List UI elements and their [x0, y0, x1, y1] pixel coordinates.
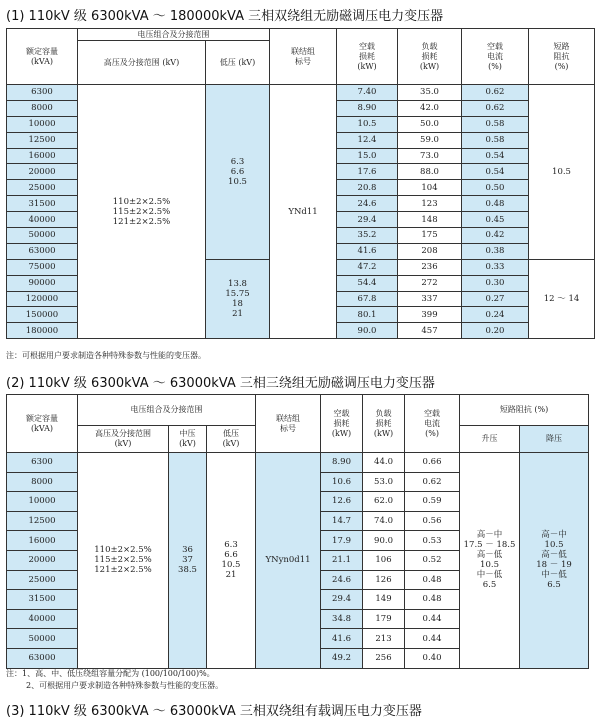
- table-110kv-triple-winding-offload: [6, 394, 589, 669]
- noload-loss-cell: 90.0: [337, 323, 398, 339]
- capacity-cell: 63000: [7, 243, 78, 259]
- header2-step-down: 降压: [520, 426, 589, 453]
- section1-note: 注：可根据用户要求制造各种特殊参数与性能的变压器。: [6, 351, 206, 360]
- hv-range-cell: 110±2×2.5% 115±2×2.5% 121±2×2.5%: [78, 85, 206, 339]
- noload-current-cell: 0.27: [462, 291, 529, 307]
- noload-loss-cell: 47.2: [337, 259, 398, 275]
- load-loss-cell: 74.0: [363, 511, 405, 531]
- load-loss-cell: 126: [363, 570, 405, 590]
- noload-current-cell: 0.20: [462, 323, 529, 339]
- noload-current-cell: 0.48: [462, 196, 529, 212]
- capacity-cell: 40000: [7, 609, 78, 629]
- load-loss-cell: 88.0: [398, 164, 462, 180]
- noload-current-cell: 0.56: [405, 511, 460, 531]
- noload-loss-cell: 14.7: [321, 511, 363, 531]
- capacity-cell: 25000: [7, 180, 78, 196]
- noload-loss-cell: 10.5: [337, 116, 398, 132]
- noload-loss-cell: 8.90: [321, 453, 363, 473]
- load-loss-cell: 337: [398, 291, 462, 307]
- noload-loss-cell: 41.6: [321, 629, 363, 649]
- header2-load-loss: 负载 损耗 (kW): [363, 395, 405, 453]
- capacity-cell: 180000: [7, 323, 78, 339]
- header-vector-group: 联结组 标号: [270, 29, 337, 85]
- load-loss-cell: 148: [398, 212, 462, 228]
- header-noload-loss: 空载 损耗 (kW): [337, 29, 398, 85]
- header2-lv: 低压 (kV): [207, 426, 256, 453]
- noload-loss-cell: 20.8: [337, 180, 398, 196]
- noload-current-cell: 0.44: [405, 629, 460, 649]
- load-loss-cell: 123: [398, 196, 462, 212]
- noload-loss-cell: 29.4: [321, 590, 363, 610]
- hv-range-cell: 110±2×2.5% 115±2×2.5% 121±2×2.5%: [78, 453, 169, 669]
- capacity-cell: 31500: [7, 590, 78, 610]
- load-loss-cell: 256: [363, 648, 405, 668]
- load-loss-cell: 42.0: [398, 100, 462, 116]
- header2-noload-current: 空载 电流 (%): [405, 395, 460, 453]
- noload-current-cell: 0.48: [405, 590, 460, 610]
- header2-step-up: 升压: [460, 426, 520, 453]
- noload-current-cell: 0.59: [405, 492, 460, 512]
- lv-group2-cell: 13.8 15.75 18 21: [206, 259, 270, 338]
- mv-range-cell: 36 37 38.5: [169, 453, 207, 669]
- noload-current-cell: 0.58: [462, 116, 529, 132]
- noload-current-cell: 0.38: [462, 243, 529, 259]
- load-loss-cell: 104: [398, 180, 462, 196]
- section3-title: (3) 110kV 级 6300kVA ～ 63000kVA 三相双绕组有载调压电力变压器: [6, 704, 422, 719]
- noload-loss-cell: 12.4: [337, 132, 398, 148]
- impedance-group2-cell: 12 ～ 14: [529, 259, 595, 338]
- capacity-cell: 150000: [7, 307, 78, 323]
- capacity-cell: 10000: [7, 492, 78, 512]
- noload-current-cell: 0.44: [405, 609, 460, 629]
- header-voltage-group: 电压组合及分接范围: [78, 29, 270, 41]
- noload-current-cell: 0.48: [405, 570, 460, 590]
- capacity-cell: 90000: [7, 275, 78, 291]
- load-loss-cell: 175: [398, 228, 462, 244]
- noload-loss-cell: 10.6: [321, 472, 363, 492]
- header2-mv: 中压 (kV): [169, 426, 207, 453]
- noload-current-cell: 0.53: [405, 531, 460, 551]
- load-loss-cell: 236: [398, 259, 462, 275]
- capacity-cell: 75000: [7, 259, 78, 275]
- noload-current-cell: 0.62: [462, 100, 529, 116]
- header-hv: 高压及分接范围 (kV): [78, 41, 206, 85]
- capacity-cell: 120000: [7, 291, 78, 307]
- load-loss-cell: 50.0: [398, 116, 462, 132]
- capacity-cell: 40000: [7, 212, 78, 228]
- section1-title: (1) 110kV 级 6300kVA ～ 180000kVA 三相双绕组无励磁调压电力变压器: [6, 9, 444, 24]
- capacity-cell: 63000: [7, 648, 78, 668]
- lv-range-cell: 6.3 6.6 10.5 21: [207, 453, 256, 669]
- load-loss-cell: 53.0: [363, 472, 405, 492]
- noload-current-cell: 0.33: [462, 259, 529, 275]
- load-loss-cell: 272: [398, 275, 462, 291]
- noload-loss-cell: 17.6: [337, 164, 398, 180]
- capacity-cell: 25000: [7, 570, 78, 590]
- capacity-cell: 6300: [7, 85, 78, 101]
- capacity-cell: 20000: [7, 550, 78, 570]
- noload-current-cell: 0.45: [462, 212, 529, 228]
- noload-current-cell: 0.54: [462, 148, 529, 164]
- capacity-cell: 50000: [7, 629, 78, 649]
- noload-loss-cell: 49.2: [321, 648, 363, 668]
- noload-loss-cell: 24.6: [337, 196, 398, 212]
- header-capacity: 额定容量 (kVA): [7, 29, 78, 85]
- lv-group1-cell: 6.3 6.6 10.5: [206, 85, 270, 260]
- noload-current-cell: 0.40: [405, 648, 460, 668]
- noload-loss-cell: 35.2: [337, 228, 398, 244]
- load-loss-cell: 179: [363, 609, 405, 629]
- step-up-impedance-cell: 高－中 17.5 － 18.5 高－低 10.5 中－低 6.5: [460, 453, 520, 669]
- load-loss-cell: 213: [363, 629, 405, 649]
- load-loss-cell: 457: [398, 323, 462, 339]
- header2-vector-group: 联结组 标号: [256, 395, 321, 453]
- noload-current-cell: 0.62: [405, 472, 460, 492]
- noload-loss-cell: 15.0: [337, 148, 398, 164]
- step-down-impedance-cell: 高－中 10.5 高－低 18 － 19 中－低 6.5: [520, 453, 589, 669]
- capacity-cell: 12500: [7, 511, 78, 531]
- header2-hv: 高压及分接范围 (kV): [78, 426, 169, 453]
- table-110kv-double-winding-offload: [6, 28, 595, 339]
- capacity-cell: 16000: [7, 531, 78, 551]
- header2-voltage-group: 电压组合及分接范围: [78, 395, 256, 426]
- noload-loss-cell: 24.6: [321, 570, 363, 590]
- noload-loss-cell: 8.90: [337, 100, 398, 116]
- header-noload-current: 空载 电流 (%): [462, 29, 529, 85]
- capacity-cell: 31500: [7, 196, 78, 212]
- noload-current-cell: 0.62: [462, 85, 529, 101]
- noload-current-cell: 0.54: [462, 164, 529, 180]
- load-loss-cell: 35.0: [398, 85, 462, 101]
- capacity-cell: 16000: [7, 148, 78, 164]
- noload-current-cell: 0.42: [462, 228, 529, 244]
- header2-capacity: 额定容量 (kVA): [7, 395, 78, 453]
- noload-current-cell: 0.66: [405, 453, 460, 473]
- header-load-loss: 负载 损耗 (kW): [398, 29, 462, 85]
- load-loss-cell: 399: [398, 307, 462, 323]
- vector-group-cell: YNd11: [270, 85, 337, 339]
- header-lv: 低压 (kV): [206, 41, 270, 85]
- header2-noload-loss: 空载 损耗 (kW): [321, 395, 363, 453]
- section2-note-2: 2、可根据用户要求制造各种特殊参数与性能的变压器。: [26, 681, 224, 690]
- section2-title: (2) 110kV 级 6300kVA ～ 63000kVA 三相三绕组无励磁调压电力变压器: [6, 376, 435, 391]
- capacity-cell: 12500: [7, 132, 78, 148]
- load-loss-cell: 90.0: [363, 531, 405, 551]
- noload-current-cell: 0.50: [462, 180, 529, 196]
- capacity-cell: 10000: [7, 116, 78, 132]
- noload-loss-cell: 21.1: [321, 550, 363, 570]
- load-loss-cell: 44.0: [363, 453, 405, 473]
- header-impedance: 短路 阻抗 (%): [529, 29, 595, 85]
- noload-loss-cell: 34.8: [321, 609, 363, 629]
- noload-loss-cell: 17.9: [321, 531, 363, 551]
- noload-current-cell: 0.24: [462, 307, 529, 323]
- noload-current-cell: 0.58: [462, 132, 529, 148]
- capacity-cell: 8000: [7, 100, 78, 116]
- noload-loss-cell: 29.4: [337, 212, 398, 228]
- impedance-group1-cell: 10.5: [529, 85, 595, 260]
- load-loss-cell: 106: [363, 550, 405, 570]
- header2-impedance: 短路阻抗 (%): [460, 395, 589, 426]
- capacity-cell: 6300: [7, 453, 78, 473]
- noload-loss-cell: 7.40: [337, 85, 398, 101]
- load-loss-cell: 59.0: [398, 132, 462, 148]
- capacity-cell: 50000: [7, 228, 78, 244]
- table-row: [7, 453, 589, 473]
- load-loss-cell: 208: [398, 243, 462, 259]
- capacity-cell: 20000: [7, 164, 78, 180]
- vector-group-cell: YNyn0d11: [256, 453, 321, 669]
- noload-current-cell: 0.52: [405, 550, 460, 570]
- load-loss-cell: 62.0: [363, 492, 405, 512]
- noload-loss-cell: 12.6: [321, 492, 363, 512]
- load-loss-cell: 149: [363, 590, 405, 610]
- noload-loss-cell: 67.8: [337, 291, 398, 307]
- noload-loss-cell: 80.1: [337, 307, 398, 323]
- capacity-cell: 8000: [7, 472, 78, 492]
- noload-current-cell: 0.30: [462, 275, 529, 291]
- load-loss-cell: 73.0: [398, 148, 462, 164]
- table-row: [7, 85, 595, 101]
- section2-note-1: 注：1、高、中、低压绕组容量分配为 (100/100/100)%。: [6, 669, 215, 678]
- noload-loss-cell: 41.6: [337, 243, 398, 259]
- noload-loss-cell: 54.4: [337, 275, 398, 291]
